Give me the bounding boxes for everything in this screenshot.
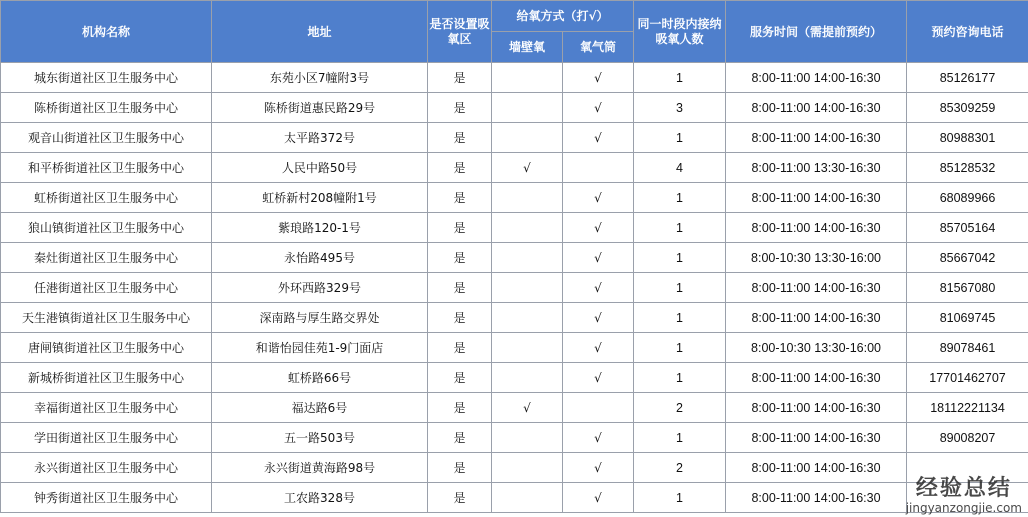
cell-address: 东苑小区7幢附3号 — [212, 63, 428, 93]
cell-has-area: 是 — [428, 153, 492, 183]
cell-oxygen-cylinder — [563, 393, 634, 423]
cell-phone: 18112221134 — [907, 393, 1028, 423]
cell-wall-oxygen — [492, 303, 563, 333]
table-row — [1, 183, 1028, 213]
cell-hours: 8:00-10:30 13:30-16:00 — [726, 243, 907, 273]
table-row — [1, 453, 1028, 483]
table-row — [1, 333, 1028, 363]
table-row — [1, 273, 1028, 303]
table-header — [1, 1, 1028, 63]
cell-oxygen-cylinder: √ — [563, 273, 634, 303]
cell-hours: 8:00-11:00 14:00-16:30 — [726, 123, 907, 153]
header-wall: 墙壁氧 — [492, 32, 563, 63]
cell-hours: 8:00-11:00 14:00-16:30 — [726, 303, 907, 333]
table-row — [1, 153, 1028, 183]
cell-oxygen-cylinder: √ — [563, 453, 634, 483]
cell-address: 外环西路329号 — [212, 273, 428, 303]
table-row — [1, 243, 1028, 273]
cell-phone: 81069745 — [907, 303, 1028, 333]
watermark-cn: 经验总结 — [915, 476, 1012, 501]
cell-hours: 8:00-11:00 13:30-16:30 — [726, 153, 907, 183]
cell-name: 陈桥街道社区卫生服务中心 — [1, 93, 212, 123]
cell-phone — [907, 483, 1028, 513]
cell-hours: 8:00-11:00 14:00-16:30 — [726, 483, 907, 513]
cell-wall-oxygen — [492, 363, 563, 393]
table-row — [1, 303, 1028, 333]
cell-hours: 8:00-11:00 14:00-16:30 — [726, 363, 907, 393]
cell-phone: 85309259 — [907, 93, 1028, 123]
cell-wall-oxygen: √ — [492, 393, 563, 423]
cell-name: 唐闸镇街道社区卫生服务中心 — [1, 333, 212, 363]
cell-oxygen-cylinder: √ — [563, 303, 634, 333]
cell-phone: 80988301 — [907, 123, 1028, 153]
cell-oxygen-cylinder: √ — [563, 333, 634, 363]
cell-has-area: 是 — [428, 453, 492, 483]
table-row — [1, 423, 1028, 453]
cell-name: 秦灶街道社区卫生服务中心 — [1, 243, 212, 273]
cell-oxygen-cylinder: √ — [563, 423, 634, 453]
cell-capacity: 1 — [634, 423, 726, 453]
cell-phone: 85126177 — [907, 63, 1028, 93]
cell-address: 深南路与厚生路交界处 — [212, 303, 428, 333]
cell-has-area: 是 — [428, 183, 492, 213]
cell-hours: 8:00-11:00 14:00-16:30 — [726, 63, 907, 93]
cell-wall-oxygen — [492, 183, 563, 213]
cell-wall-oxygen — [492, 123, 563, 153]
watermark-en: jingyanzongjie.com — [905, 501, 1022, 515]
cell-phone — [907, 453, 1028, 483]
cell-name: 学田街道社区卫生服务中心 — [1, 423, 212, 453]
header-has-area: 是否设置吸氧区 — [428, 1, 492, 63]
cell-has-area: 是 — [428, 213, 492, 243]
cell-hours: 8:00-11:00 14:00-16:30 — [726, 273, 907, 303]
cell-wall-oxygen — [492, 333, 563, 363]
cell-hours: 8:00-11:00 14:00-16:30 — [726, 453, 907, 483]
cell-oxygen-cylinder: √ — [563, 483, 634, 513]
cell-address: 虹桥路66号 — [212, 363, 428, 393]
cell-has-area: 是 — [428, 393, 492, 423]
cell-capacity: 1 — [634, 63, 726, 93]
cell-has-area: 是 — [428, 63, 492, 93]
header-supply-group: 给氧方式（打√） — [492, 1, 634, 32]
cell-capacity: 1 — [634, 243, 726, 273]
cell-address: 陈桥街道惠民路29号 — [212, 93, 428, 123]
cell-has-area: 是 — [428, 423, 492, 453]
cell-name: 永兴街道社区卫生服务中心 — [1, 453, 212, 483]
cell-capacity: 1 — [634, 123, 726, 153]
table-row — [1, 483, 1028, 513]
cell-has-area: 是 — [428, 243, 492, 273]
table-row — [1, 363, 1028, 393]
cell-name: 城东街道社区卫生服务中心 — [1, 63, 212, 93]
cell-address: 紫琅路120-1号 — [212, 213, 428, 243]
cell-name: 新城桥街道社区卫生服务中心 — [1, 363, 212, 393]
cell-wall-oxygen — [492, 453, 563, 483]
header-phone: 预约咨询电话 — [907, 1, 1028, 63]
header-name: 机构名称 — [1, 1, 212, 63]
cell-address: 人民中路50号 — [212, 153, 428, 183]
cell-name: 虹桥街道社区卫生服务中心 — [1, 183, 212, 213]
cell-phone: 85667042 — [907, 243, 1028, 273]
cell-address: 五一路503号 — [212, 423, 428, 453]
cell-hours: 8:00-11:00 14:00-16:30 — [726, 213, 907, 243]
cell-address: 和谐怡园佳苑1-9门面店 — [212, 333, 428, 363]
cell-capacity: 2 — [634, 453, 726, 483]
cell-has-area: 是 — [428, 303, 492, 333]
cell-oxygen-cylinder: √ — [563, 93, 634, 123]
cell-address: 虹桥新村208幢附1号 — [212, 183, 428, 213]
cell-has-area: 是 — [428, 333, 492, 363]
table-row — [1, 93, 1028, 123]
cell-phone: 17701462707 — [907, 363, 1028, 393]
cell-capacity: 4 — [634, 153, 726, 183]
cell-phone: 89008207 — [907, 423, 1028, 453]
cell-hours: 8:00-11:00 14:00-16:30 — [726, 183, 907, 213]
cell-wall-oxygen — [492, 483, 563, 513]
cell-wall-oxygen — [492, 63, 563, 93]
cell-capacity: 2 — [634, 393, 726, 423]
cell-oxygen-cylinder: √ — [563, 123, 634, 153]
cell-wall-oxygen — [492, 93, 563, 123]
cell-has-area: 是 — [428, 483, 492, 513]
cell-has-area: 是 — [428, 273, 492, 303]
cell-name: 和平桥街道社区卫生服务中心 — [1, 153, 212, 183]
header-hours: 服务时间（需提前预约） — [726, 1, 907, 63]
cell-has-area: 是 — [428, 363, 492, 393]
cell-capacity: 1 — [634, 213, 726, 243]
cell-oxygen-cylinder: √ — [563, 63, 634, 93]
cell-capacity: 1 — [634, 363, 726, 393]
cell-phone: 81567080 — [907, 273, 1028, 303]
cell-address: 福达路6号 — [212, 393, 428, 423]
cell-name: 幸福街道社区卫生服务中心 — [1, 393, 212, 423]
cell-capacity: 1 — [634, 183, 726, 213]
cell-phone: 85705164 — [907, 213, 1028, 243]
cell-hours: 8:00-10:30 13:30-16:00 — [726, 333, 907, 363]
cell-wall-oxygen: √ — [492, 153, 563, 183]
table-row — [1, 123, 1028, 153]
cell-capacity: 1 — [634, 303, 726, 333]
cell-hours: 8:00-11:00 14:00-16:30 — [726, 393, 907, 423]
cell-oxygen-cylinder: √ — [563, 243, 634, 273]
cell-oxygen-cylinder — [563, 153, 634, 183]
cell-name: 天生港镇街道社区卫生服务中心 — [1, 303, 212, 333]
cell-capacity: 1 — [634, 273, 726, 303]
table-row — [1, 63, 1028, 93]
table-row — [1, 213, 1028, 243]
cell-wall-oxygen — [492, 273, 563, 303]
cell-name: 观音山街道社区卫生服务中心 — [1, 123, 212, 153]
cell-address: 永怡路495号 — [212, 243, 428, 273]
cell-wall-oxygen — [492, 243, 563, 273]
cell-name: 钟秀街道社区卫生服务中心 — [1, 483, 212, 513]
cell-has-area: 是 — [428, 123, 492, 153]
cell-oxygen-cylinder: √ — [563, 213, 634, 243]
cell-address: 永兴街道黄海路98号 — [212, 453, 428, 483]
cell-phone: 89078461 — [907, 333, 1028, 363]
cell-capacity: 1 — [634, 483, 726, 513]
cell-oxygen-cylinder: √ — [563, 183, 634, 213]
cell-has-area: 是 — [428, 93, 492, 123]
cell-wall-oxygen — [492, 213, 563, 243]
table-row — [1, 393, 1028, 423]
cell-address: 工农路328号 — [212, 483, 428, 513]
cell-capacity: 1 — [634, 333, 726, 363]
cell-name: 任港街道社区卫生服务中心 — [1, 273, 212, 303]
table-body — [1, 63, 1028, 513]
cell-phone: 68089966 — [907, 183, 1028, 213]
header-cylinder: 氧气筒 — [563, 32, 634, 63]
header-capacity: 同一时段内接纳吸氧人数 — [634, 1, 726, 63]
cell-phone: 85128532 — [907, 153, 1028, 183]
cell-hours: 8:00-11:00 14:00-16:30 — [726, 93, 907, 123]
cell-hours: 8:00-11:00 14:00-16:30 — [726, 423, 907, 453]
header-address: 地址 — [212, 1, 428, 63]
cell-name: 狼山镇街道社区卫生服务中心 — [1, 213, 212, 243]
cell-wall-oxygen — [492, 423, 563, 453]
cell-capacity: 3 — [634, 93, 726, 123]
cell-address: 太平路372号 — [212, 123, 428, 153]
cell-oxygen-cylinder: √ — [563, 363, 634, 393]
